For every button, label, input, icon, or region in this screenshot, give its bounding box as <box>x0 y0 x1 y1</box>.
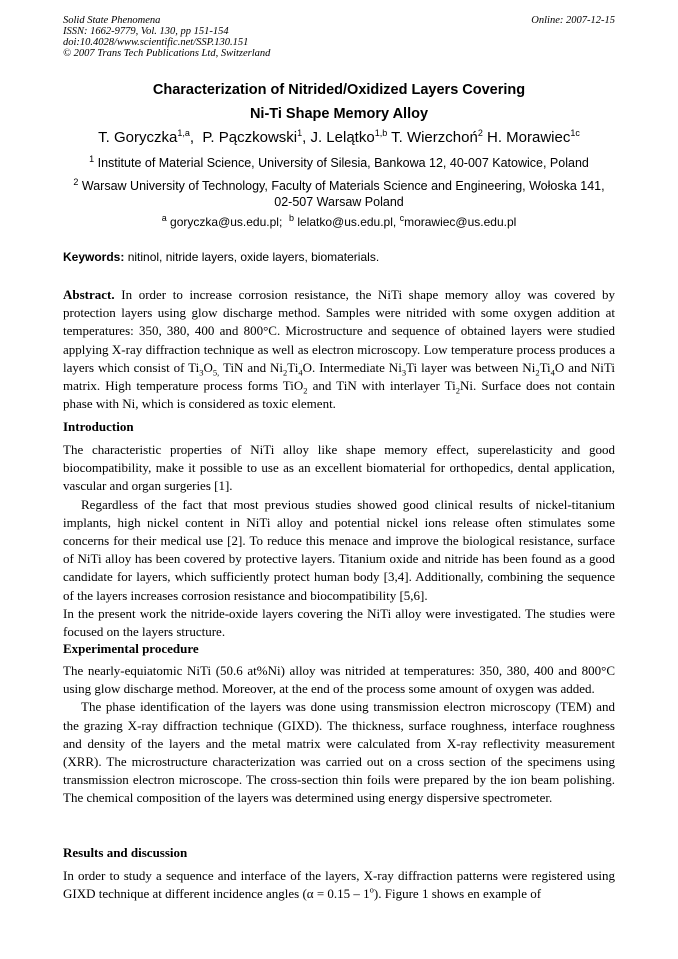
paragraph: The characteristic properties of NiTi alloy like shape memory effect, superelasticity and good biocompatibility, make it possible to use as an excellent biomaterial for orthopedics, dental application, vascular and organ surgeries [1]. <box>63 442 615 494</box>
doi: doi:10.4028/www.scientific.net/SSP.130.151 <box>63 37 249 48</box>
introduction-body <box>63 441 615 641</box>
email-link[interactable]: morawiec@us.edu.pl <box>404 215 517 229</box>
author: J. Lelątko$^{1,b}$ <box>310 128 388 146</box>
paragraph: Regardless of the fact that most previous studies showed good clinical results of nickel-titanium implants, high nickel content in NiTi alloy and potential nickel ions release often stimulates some concerns for their medical use [2]. To reduce this menace and improve the biological resistance, surface of NiTi alloy has been covered by protective layers. Titanium oxide and nitride has been found as a good candidate for layers, which sufficiently protect human body [3,4]. Additionally, combining the sequence of the layers increases corrosion resistance and biocompatibility [5,6]. <box>63 496 615 603</box>
section-heading-introduction: Introduction <box>63 419 134 434</box>
issn: ISSN: 1662-9779, Vol. 130, pp 151-154 <box>63 26 229 37</box>
affiliation-2: $^2$ Warsaw University of Technology, Faculty of Materials Science and Engineering, Wołoska 141, 02-507 Warsaw Poland <box>73 176 605 209</box>
paragraph: The nearly-equiatomic NiTi (50.6 at%Ni) alloy was nitrided at temperatures: 350, 380, 400 and 800°C using glow discharge method. Moreover, at the end of the process some amount of oxygen was added. <box>63 663 615 697</box>
paragraph: In order to study a sequence and interface of the layers, X-ray diffraction patterns were registered using GIXD technique at different incidence angles (α = 0.15 – 1$^o$). Figure 1 shows en example of <box>63 868 615 902</box>
paper-title-line-2: Ni-Ti Shape Memory Alloy <box>249 106 429 122</box>
author-emails: $^a$ goryczka@us.edu.pl; $^b$ lelatko@us.edu.pl, $^c$morawiec@us.edu.pl <box>161 213 517 229</box>
section-heading-results: Results and discussion <box>63 845 188 860</box>
copyright: © 2007 Trans Tech Publications Ltd, Switzerland <box>63 48 271 59</box>
affiliation-1: $^1$ Institute of Material Science, University of Silesia, Bankowa 12, 40-007 Katowice, Poland <box>89 153 589 170</box>
author: T. Goryczka$^{1,a}$ <box>98 128 190 146</box>
keywords-label: Keywords: <box>63 250 125 264</box>
section-heading-experimental: Experimental procedure <box>63 641 199 656</box>
paper-title-line-1: Characterization of Nitrided/Oxidized Layers Covering <box>152 82 526 98</box>
email-link[interactable]: goryczka@us.edu.pl; <box>170 215 283 229</box>
journal-name: Solid State Phenomena <box>63 15 161 26</box>
keywords-text: nitinol, nitride layers, oxide layers, biomaterials. <box>127 250 380 264</box>
keywords <box>63 250 615 264</box>
author-list: T. Goryczka$^{1,a}$, P. Pączkowski$^1$, J. Lelątko$^{1,b}$ T. Wierzchoń$^2$ H. Morawiec$^{1c}$ <box>98 128 580 146</box>
paragraph: The phase identification of the layers was done using transmission electron microscopy (TEM) and the grazing X-ray diffraction technique (GIXD). The thickness, surface roughness, interface roughness and density of the layers and the metal matrix were calculated from X-ray reflectivity measurement (XRR). The microstructure characterization was carried out on a cross section of the specimens using transmission electron microscope. The cross-section thin foils were prepared by the ion beam polishing. The chemical composition of the layers was determined using energy dispersive spectrometer. <box>63 699 615 806</box>
paragraph: In the present work the nitride-oxide layers covering the NiTi alloy were investigated. The studies were focused on the layers structure. <box>63 605 615 640</box>
results-body <box>63 867 615 903</box>
abstract: Abstract. In order to increase corrosion resistance, the NiTi shape memory alloy was covered by protection layers using glow discharge method. Samples were nitrided with some oxygen addition at temperatures: 350, 380, 400 and 800°C. Microstructure and sequence of obtained layers were studied applying X-ray diffraction technique as well as electron microscopy. Low temperature process produces a layers which consist of $Ti_3O_{5,}$ TiN and $Ni_2Ti_4O$. Intermediate $Ni_3Ti$ layer was between $Ni_2Ti_4O$ and NiTi matrix. High temperature process forms TiO$_2$ and TiN with interlayer $Ti_2Ni$. Surface does not contain phase with Ni, which is considered as toxic element. <box>63 287 616 412</box>
email-link[interactable]: lelatko@us.edu.pl, <box>297 215 397 229</box>
online-date: Online: 2007-12-15 <box>531 15 615 26</box>
abstract-label: Abstract. <box>63 287 115 302</box>
experimental-body <box>63 662 615 808</box>
author: H. Morawiec$^{1c}$ <box>487 128 580 146</box>
journal-header <box>63 15 615 59</box>
author: T. Wierzchoń$^2$ <box>391 128 483 146</box>
author: P. Pączkowski$^1$ <box>202 128 303 146</box>
